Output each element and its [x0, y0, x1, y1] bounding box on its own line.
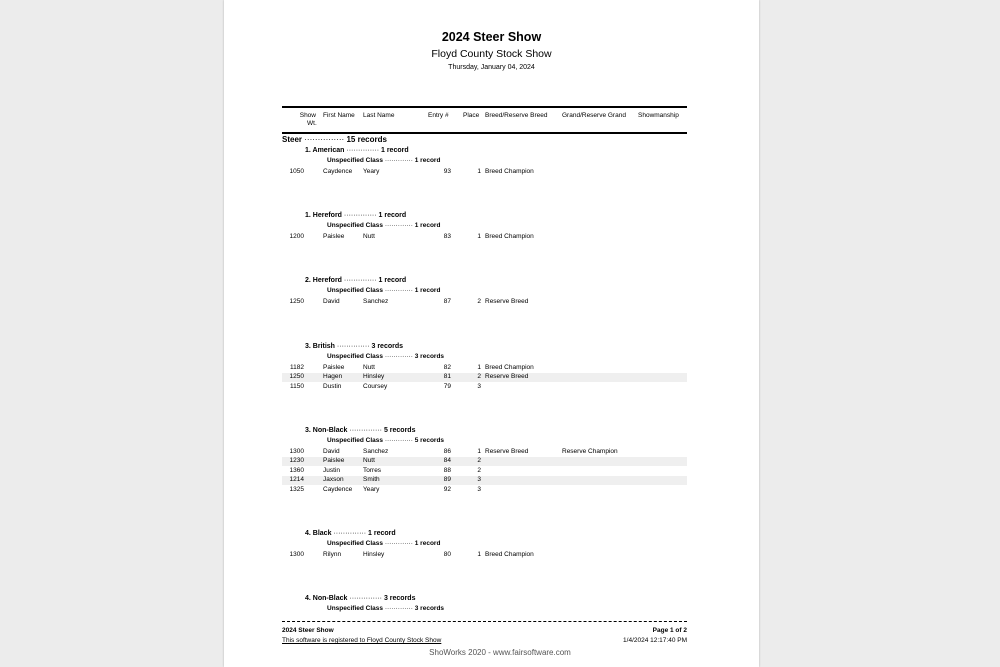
cell-breed: Breed Champion — [485, 167, 534, 175]
group-count: 1 record — [378, 212, 407, 219]
group-dots: ·············· — [336, 343, 370, 350]
cell-first-name: Caydence — [323, 485, 353, 493]
group-heading — [305, 530, 396, 537]
col-showmanship: Showmanship — [638, 112, 679, 119]
col-entry: Entry # — [428, 112, 449, 119]
class-name: Unspecified Class — [327, 353, 383, 360]
report-date: Thursday, January 04, 2024 — [448, 64, 535, 71]
cell-grand: Reserve Champion — [562, 447, 618, 455]
cell-last-name: Yeary — [363, 167, 380, 175]
cell-breed: Reserve Breed — [485, 447, 529, 455]
report-subtitle: Floyd County Stock Show — [431, 48, 552, 60]
class-dots: ············· — [384, 287, 413, 294]
group-dots: ·············· — [343, 277, 377, 284]
group-title: 4. Non-Black — [305, 595, 348, 602]
class-dots: ············· — [384, 540, 413, 547]
cell-last-name: Nutt — [363, 232, 375, 240]
cell-last-name: Hinsley — [363, 550, 385, 558]
cell-breed: Breed Champion — [485, 232, 534, 240]
class-count: 1 record — [414, 540, 441, 547]
cell-last-name: Coursey — [363, 382, 388, 390]
class-heading — [327, 353, 444, 360]
cell-entry: 82 — [443, 363, 451, 371]
cell-first-name: Paislee — [323, 363, 345, 371]
cell-show-wt: 1182 — [290, 363, 304, 371]
table-row — [282, 476, 687, 485]
col-wt-label: Wt. — [307, 120, 317, 127]
cell-place: 2 — [477, 297, 481, 305]
cell-show-wt: 1150 — [290, 382, 304, 390]
class-dots: ············· — [384, 353, 413, 360]
cell-place: 1 — [477, 232, 481, 240]
table-row — [282, 485, 687, 494]
group-heading — [305, 147, 409, 154]
cell-entry: 84 — [443, 457, 451, 464]
cell-show-wt: 1300 — [289, 447, 304, 455]
software-credit: ShoWorks 2020 - www.fairsoftware.com — [429, 648, 571, 657]
division-heading — [282, 135, 387, 144]
group-title: 2. Hereford — [305, 277, 342, 284]
col-place: Place — [463, 112, 480, 119]
group-title: 1. American — [305, 147, 345, 154]
cell-show-wt: 1250 — [289, 297, 304, 305]
cell-first-name: Jaxson — [323, 476, 344, 483]
cell-show-wt: 1250 — [289, 373, 304, 380]
cell-place: 2 — [477, 466, 481, 474]
footer-page: Page 1 of 2 — [652, 627, 687, 634]
table-row — [282, 457, 687, 466]
group-heading — [305, 212, 406, 219]
class-heading — [327, 157, 440, 164]
cell-last-name: Yeary — [363, 485, 380, 493]
group-heading — [305, 595, 415, 602]
table-row — [282, 167, 687, 176]
footer-printed: 1/4/2024 12:17:40 PM — [623, 637, 687, 644]
cell-show-wt: 1214 — [289, 476, 304, 483]
cell-first-name: Rilynn — [323, 550, 342, 558]
cell-last-name: Nutt — [363, 457, 375, 464]
cell-show-wt: 1300 — [289, 550, 304, 558]
table-row — [282, 382, 687, 391]
col-breed: Breed/Reserve Breed — [485, 112, 548, 119]
cell-entry: 89 — [443, 476, 451, 483]
class-heading — [327, 540, 440, 547]
footer-title: 2024 Steer Show — [282, 627, 334, 634]
cell-show-wt: 1200 — [289, 232, 304, 240]
cell-first-name: Caydence — [323, 167, 353, 175]
cell-last-name: Sanchez — [363, 447, 389, 455]
division-dots: ··············· — [304, 135, 345, 144]
class-name: Unspecified Class — [327, 157, 383, 164]
group-heading — [305, 427, 415, 434]
col-show-label: Show — [299, 112, 316, 119]
cell-first-name: David — [323, 297, 340, 305]
cell-entry: 80 — [443, 550, 451, 558]
report-title: 2024 Steer Show — [441, 30, 542, 44]
cell-breed: Breed Champion — [485, 363, 534, 371]
cell-show-wt: 1050 — [289, 167, 304, 175]
cell-show-wt: 1325 — [289, 485, 304, 493]
cell-last-name: Nutt — [363, 363, 375, 371]
class-count: 5 records — [414, 437, 445, 444]
cell-place: 3 — [477, 485, 481, 493]
class-heading — [327, 222, 440, 229]
class-count: 3 records — [414, 353, 445, 360]
group-dots: ·············· — [343, 212, 377, 219]
col-first-name: First Name — [323, 112, 355, 119]
report-page — [224, 0, 759, 667]
cell-first-name: Paislee — [323, 457, 345, 464]
cell-show-wt: 1230 — [289, 457, 304, 464]
cell-first-name: David — [323, 447, 340, 455]
group-count: 3 records — [371, 343, 404, 350]
group-count: 1 record — [380, 147, 409, 154]
group-title: 4. Black — [305, 530, 332, 537]
class-count: 1 record — [414, 222, 441, 229]
cell-breed: Breed Champion — [485, 550, 534, 558]
group-heading — [305, 343, 403, 350]
cell-place: 2 — [477, 457, 481, 464]
col-grand: Grand/Reserve Grand — [562, 112, 626, 119]
group-count: 1 record — [368, 530, 396, 537]
class-name: Unspecified Class — [327, 222, 383, 229]
group-dots: ·············· — [346, 147, 380, 154]
cell-first-name: Justin — [323, 466, 340, 474]
cell-last-name: Torres — [363, 466, 382, 474]
class-count: 3 records — [414, 605, 445, 612]
table-row — [282, 447, 687, 456]
cell-breed: Reserve Breed — [485, 373, 529, 380]
col-show-wt — [299, 112, 317, 128]
table-row — [282, 363, 687, 372]
cell-last-name: Smith — [363, 476, 380, 483]
class-dots: ············· — [384, 437, 413, 444]
class-name: Unspecified Class — [327, 605, 383, 612]
group-dots: ·············· — [333, 530, 367, 537]
table-row — [282, 550, 687, 559]
table-row — [282, 466, 687, 475]
cell-entry: 81 — [443, 373, 451, 380]
group-count: 5 records — [383, 427, 416, 434]
division-name: Steer — [282, 135, 303, 144]
cell-place: 1 — [477, 167, 481, 175]
class-name: Unspecified Class — [327, 540, 383, 547]
cell-entry: 86 — [443, 447, 451, 455]
group-dots: ·············· — [349, 595, 382, 602]
cell-first-name: Dustin — [323, 382, 342, 390]
class-name: Unspecified Class — [327, 287, 383, 294]
table-row — [282, 373, 687, 382]
group-count: 1 record — [378, 277, 407, 284]
footer-registered: This software is registered to Floyd County Stock Show — [282, 637, 442, 644]
group-dots: ·············· — [349, 427, 382, 434]
class-dots: ············· — [384, 605, 413, 612]
table-row — [282, 232, 687, 241]
cell-place: 1 — [477, 550, 481, 558]
class-heading — [327, 605, 444, 612]
cell-entry: 83 — [443, 232, 451, 240]
group-title: 1. Hereford — [305, 212, 342, 219]
column-header — [282, 106, 687, 134]
cell-entry: 92 — [443, 485, 451, 493]
division-count: 15 records — [346, 135, 387, 144]
cell-last-name: Sanchez — [363, 297, 389, 305]
class-heading — [327, 287, 440, 294]
class-dots: ············· — [384, 222, 413, 229]
table-row — [282, 297, 687, 306]
col-last-name: Last Name — [363, 112, 395, 119]
group-count: 3 records — [383, 595, 416, 602]
cell-entry: 79 — [443, 382, 451, 390]
group-heading — [305, 277, 406, 284]
cell-last-name: Hinsley — [363, 373, 385, 380]
cell-entry: 87 — [443, 297, 451, 305]
class-dots: ············· — [384, 157, 413, 164]
cell-first-name: Hagen — [323, 373, 343, 380]
cell-entry: 93 — [443, 167, 451, 175]
class-count: 1 record — [414, 287, 441, 294]
cell-place: 1 — [477, 447, 481, 455]
group-title: 3. Non-Black — [305, 427, 348, 434]
class-heading — [327, 437, 444, 444]
cell-place: 3 — [477, 382, 481, 390]
cell-first-name: Paislee — [323, 232, 345, 240]
cell-show-wt: 1360 — [289, 466, 304, 474]
cell-entry: 88 — [443, 466, 451, 474]
cell-place: 1 — [477, 363, 481, 371]
cell-breed: Reserve Breed — [485, 297, 529, 305]
page-footer — [282, 621, 687, 644]
class-name: Unspecified Class — [327, 437, 383, 444]
cell-place: 3 — [477, 476, 481, 483]
group-title: 3. British — [305, 343, 335, 350]
class-count: 1 record — [414, 157, 441, 164]
cell-place: 2 — [477, 373, 481, 380]
